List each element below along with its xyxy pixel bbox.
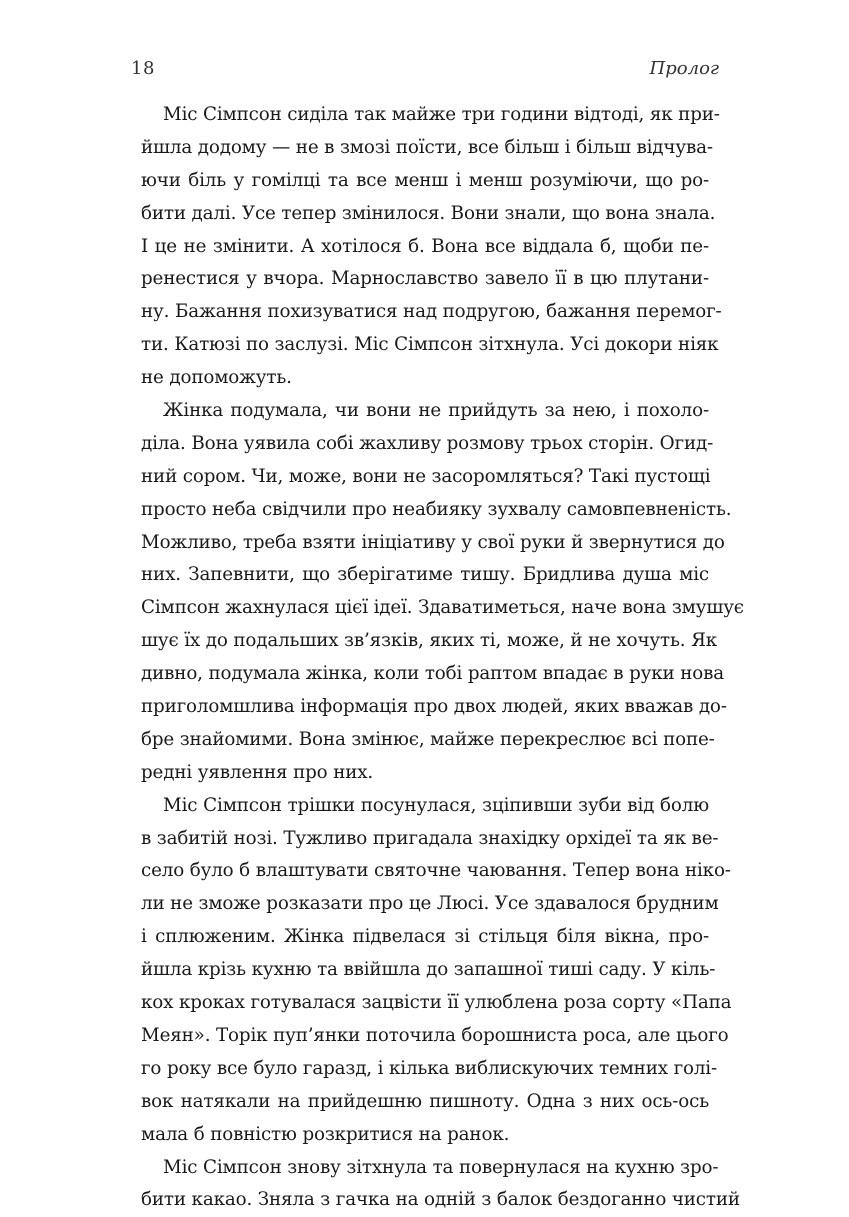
text-line: в забитій нозі. Тужливо пригадала знахідку орхідеї та як ве-	[141, 827, 719, 849]
text-line: бити далі. Усе тепер змінилося. Вони знали, що вона знала.	[141, 202, 716, 224]
text-line: кох кроках готувалася зацвісти її улюблена роза сорту «Папа	[141, 992, 732, 1014]
text-line: ли не зможе розказати про це Люсі. Усе здавалося брудним	[141, 893, 719, 915]
section-title: Пролог	[649, 58, 719, 79]
text-line: шує їх до подальших зв’язків, яких ті, може, й не хочуть. Як	[141, 630, 718, 652]
text-line: ний сором. Чи, може, вони не засоромляться? Такі пустощі	[141, 465, 711, 487]
text-line: го року все було гаразд, і кілька виблискуючих темних голі-	[141, 1057, 718, 1079]
text-line: них. Запевнити, що зберігатиме тишу. Бридлива душа міс	[141, 564, 709, 586]
text-line: йшла крізь кухню та ввійшла до запашної тиші саду. У кіль-	[141, 959, 716, 981]
text-line: бити какао. Зняла з гачка на одній з балок бездоганно чистий	[141, 1189, 740, 1211]
text-line: просто неба свідчили про неабияку зухвалу самовпевненість.	[141, 498, 732, 520]
text-line: йшла додому — не в змозі поїсти, все більш і більш відчува-	[141, 136, 713, 158]
text-line: Жінка подумала, чи вони не прийдуть за нею, і похоло-	[163, 400, 709, 422]
text-line: бре знайомими. Вона змінює, майже перекреслює всі попе-	[141, 728, 715, 750]
text-line: Меян». Торік пуп’янки поточила борошниста роса, але цього	[141, 1024, 729, 1046]
text-line: мала б повністю розкритися на ранок.	[141, 1123, 510, 1145]
page-number: 18	[131, 58, 155, 79]
text-line: Міс Сімпсон трішки посунулася, зціпивши зуби від болю	[163, 794, 709, 816]
text-line: і сплюженим. Жінка підвелася зі стільця біля вікна, про-	[141, 926, 709, 948]
text-line: редні уявлення про них.	[141, 761, 374, 783]
text-line: діла. Вона уявила собі жахливу розмову трьох сторін. Огид-	[141, 432, 714, 454]
body-text	[141, 99, 744, 1217]
running-head	[131, 58, 719, 88]
text-line: І це не змінити. А хотілося б. Вона все віддала б, щоби пе-	[141, 235, 709, 257]
text-line: село було б влаштувати святочне чаювання. Тепер вона ніко-	[141, 860, 731, 882]
text-line: Міс Сімпсон знову зітхнула та повернулася на кухню зро-	[163, 1156, 719, 1178]
text-line: не допоможуть.	[141, 367, 292, 389]
text-line: Міс Сімпсон сиділа так майже три години відтоді, як при-	[163, 104, 720, 125]
text-line: дивно, подумала жінка, коли тобі раптом впадає в руки нова	[141, 663, 724, 685]
text-line: ну. Бажання похизуватися над подругою, бажання перемог-	[141, 301, 722, 323]
text-line: ти. Катюзі по заслузі. Міс Сімпсон зітхнула. Усі докори ніяк	[141, 334, 719, 356]
text-line: Сімпсон жахнулася цієї ідеї. Здаватиметься, наче вона змушує	[141, 597, 744, 619]
text-line: Можливо, треба взяти ініціативу у свої руки й звернутися до	[141, 531, 725, 553]
text-line: вок натякали на прийдешню пишноту. Одна з них ось-ось	[141, 1090, 709, 1112]
text-line: ренестися у вчора. Марнославство завело її в цю плутани-	[141, 268, 709, 290]
text-line: ючи біль у гомілці та все менш і менш розуміючи, що ро-	[141, 169, 709, 191]
text-line: приголомшлива інформація про двох людей, яких вважав до-	[141, 696, 727, 718]
